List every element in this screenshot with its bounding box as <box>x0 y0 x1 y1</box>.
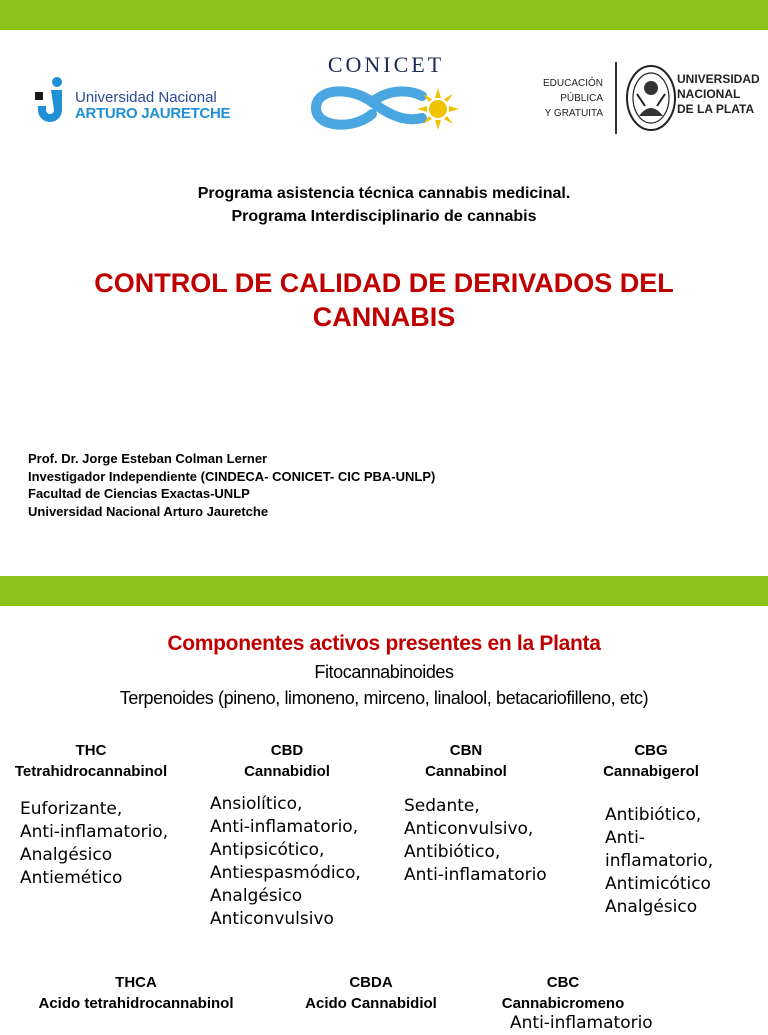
unaj-name-line1: Universidad Nacional <box>75 89 217 106</box>
terpenoids-line: Terpenoides (pineno, limoneno, mirceno, linalool, betacariofilleno, etc) <box>119 688 649 708</box>
compound-header-cbc: CBC Cannabicromeno <box>501 974 625 1012</box>
unlp-education-motto: EDUCACIÓN PÚBLICA Y GRATUITA <box>542 78 603 119</box>
unaj-name-line2: ARTURO JAURETCHE <box>75 105 231 122</box>
effects-cbn: Sedante, Anticonvulsivo, Antibiótico, Anti-inflamatorio <box>404 796 547 885</box>
effects-cbc: Anti-inflamatorio <box>510 1013 653 1033</box>
top-accent-bar <box>0 576 768 606</box>
author-position: Investigador Independiente (CINDECA- CONICET- CIC PBA-UNLP) <box>28 468 436 484</box>
conicet-logo <box>308 52 464 138</box>
author-name: Prof. Dr. Jorge Esteban Colman Lerner <box>28 451 268 466</box>
unaj-logo <box>35 76 245 124</box>
author-faculty: Facultad de Ciencias Exactas-UNLP <box>28 486 250 501</box>
compound-header-cbg: CBG Cannabigerol <box>603 742 699 780</box>
compound-header-thc: THC Tetrahidrocannabinol <box>14 742 168 780</box>
top-accent-bar <box>0 0 768 30</box>
effects-thc: Euforizante, Anti-inflamatorio, Analgésico Antiemético <box>20 799 169 888</box>
conicet-infinity-sun-icon <box>310 82 462 134</box>
program-subtitle-1: Programa asistencia técnica cannabis medicinal. <box>197 185 571 202</box>
compound-header-cbda: CBDA Acido Cannabidiol <box>305 974 437 1012</box>
unlp-logo <box>540 62 760 134</box>
compound-header-cbd: CBD Cannabidiol <box>244 742 330 780</box>
effects-cbd: Ansiolítico, Anti-inflamatorio, Antipsicótico, Antiespasmódico, Analgésico Anticonvulsivo <box>210 794 361 929</box>
author-university: Universidad Nacional Arturo Jauretche <box>28 503 269 519</box>
unaj-mark-icon <box>35 76 71 124</box>
conicet-name: CONICET <box>327 52 445 77</box>
compound-header-thca: THCA Acido tetrahidrocannabinol <box>38 974 234 1012</box>
unlp-separator <box>615 62 617 134</box>
program-subtitle-2: Programa Interdisciplinario de cannabis <box>231 208 537 225</box>
unlp-seal-icon <box>625 64 677 132</box>
effects-cbg: Antibiótico, Anti- inflamatorio, Antimicótico Analgésico <box>605 805 714 917</box>
presentation-title: CONTROL DE CALIDAD DE DERIVADOS DEL CANNABIS <box>94 268 674 332</box>
phytocannabinoids-line: Fitocannabinoides <box>314 662 454 682</box>
unlp-name: UNIVERSIDAD NACIONAL DE LA PLATA <box>677 72 760 116</box>
slide-components <box>0 576 768 1033</box>
author-block <box>28 450 435 520</box>
slide-heading: Componentes activos presentes en la Planta <box>167 632 601 655</box>
compound-header-cbn: CBN Cannabinol <box>425 742 507 780</box>
